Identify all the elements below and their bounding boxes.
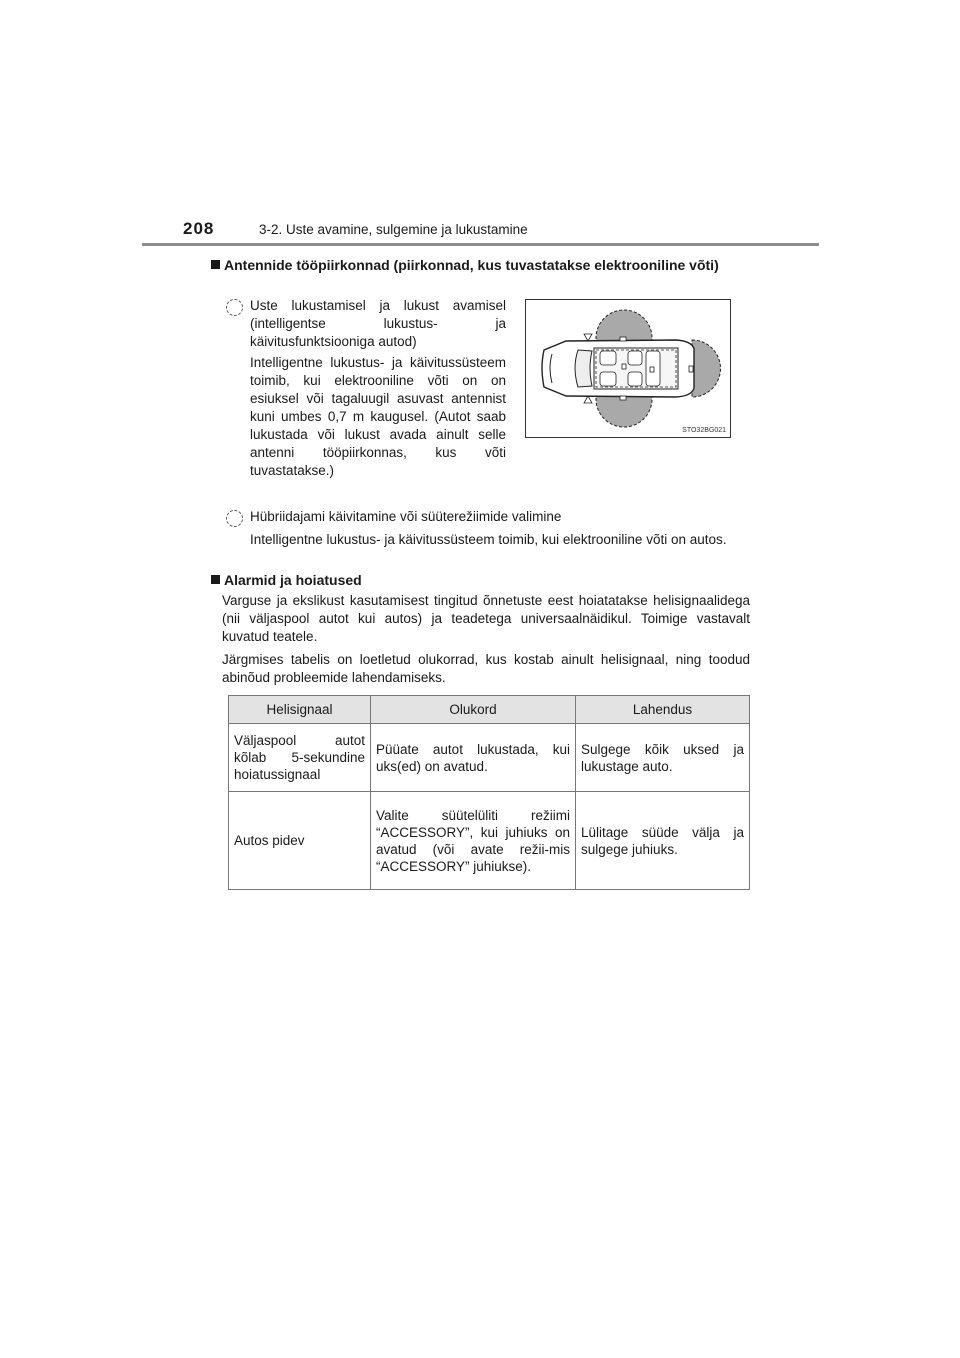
alarms-paragraph-2: Järgmises tabelis on loetletud olukorrad, kus kostab ainult helisignaal, ning toodud abinõud probleemide lahendamiseks. [222,652,750,685]
square-bullet-icon [211,575,220,584]
section-header: 3-2. Uste avamine, sulgemine ja lukustamine [259,222,528,237]
table-cell: Püüate autot lukustada, kui uks(ed) on avatud. [371,724,576,792]
page-number: 208 [183,219,215,238]
header-divider [142,243,819,246]
item2-body: Intelligentne lukustus- ja käivitussüsteem toimib, kui elektrooniline võti on autos. [250,532,727,547]
column-header: Olukord [371,696,576,724]
dashed-circle-icon [226,510,243,527]
table-cell: Valite süütelüliti režiimi “ACCESSORY”, kui juhiuks on avatud (või avate režii-mis “ACCESSORY” juhiukse). [371,792,576,890]
table-row [229,792,750,890]
section-alarms-title: Alarmid ja hoiatused [224,572,362,588]
figure-code: STO32BG021 [682,427,726,434]
dashed-circle-icon [226,299,243,316]
square-bullet-icon [211,260,220,269]
antenna-range-figure [525,299,731,438]
table-cell: Väljaspool autot kõlab 5-sekundine hoiatussignaal [229,724,371,792]
alarms-paragraph-1: Varguse ja ekslikust kasutamisest tingitud õnnetuste eest hoiatatakse helisignaalidega (nii väljaspool autot kui autos) ja teadetega universaalnäidikul. Toimige vastavalt kuvatud teatele. [222,593,750,644]
table-header-row [229,696,750,724]
table-cell: Autos pidev [229,792,371,890]
section-antennas [211,256,749,274]
column-header: Lahendus [576,696,750,724]
car-topview-illustration [526,300,730,437]
alarm-table [228,695,750,890]
section-alarms [211,571,749,589]
item2-lead: Hübriidajami käivitamine või süüterežiimide valimine [250,509,562,524]
table-row [229,724,750,792]
item1-body: Intelligentne lukustus- ja käivitussüsteem toimib, kui elektrooniline võti on on esiuksel või tagaluugil asuvast antennist kuni umbes 0,7 m kaugusel. (Autot saab lukustada või lukust avada ainult selle antenni tööpiirkonnas, kus võti tuvastatakse.) [250,355,506,478]
item1-lead: Uste lukustamisel ja lukust avamisel (intelligentse lukustus- ja käivitusfunktsiooniga autod) [250,298,506,349]
table-cell: Lülitage süüde välja ja sulgege juhiuks. [576,792,750,890]
column-header: Helisignaal [229,696,371,724]
section-antennas-title: Antennide tööpiirkonnad (piirkonnad, kus tuvastatakse elektrooniline võti) [224,257,719,273]
table-cell: Sulgege kõik uksed ja lukustage auto. [576,724,750,792]
